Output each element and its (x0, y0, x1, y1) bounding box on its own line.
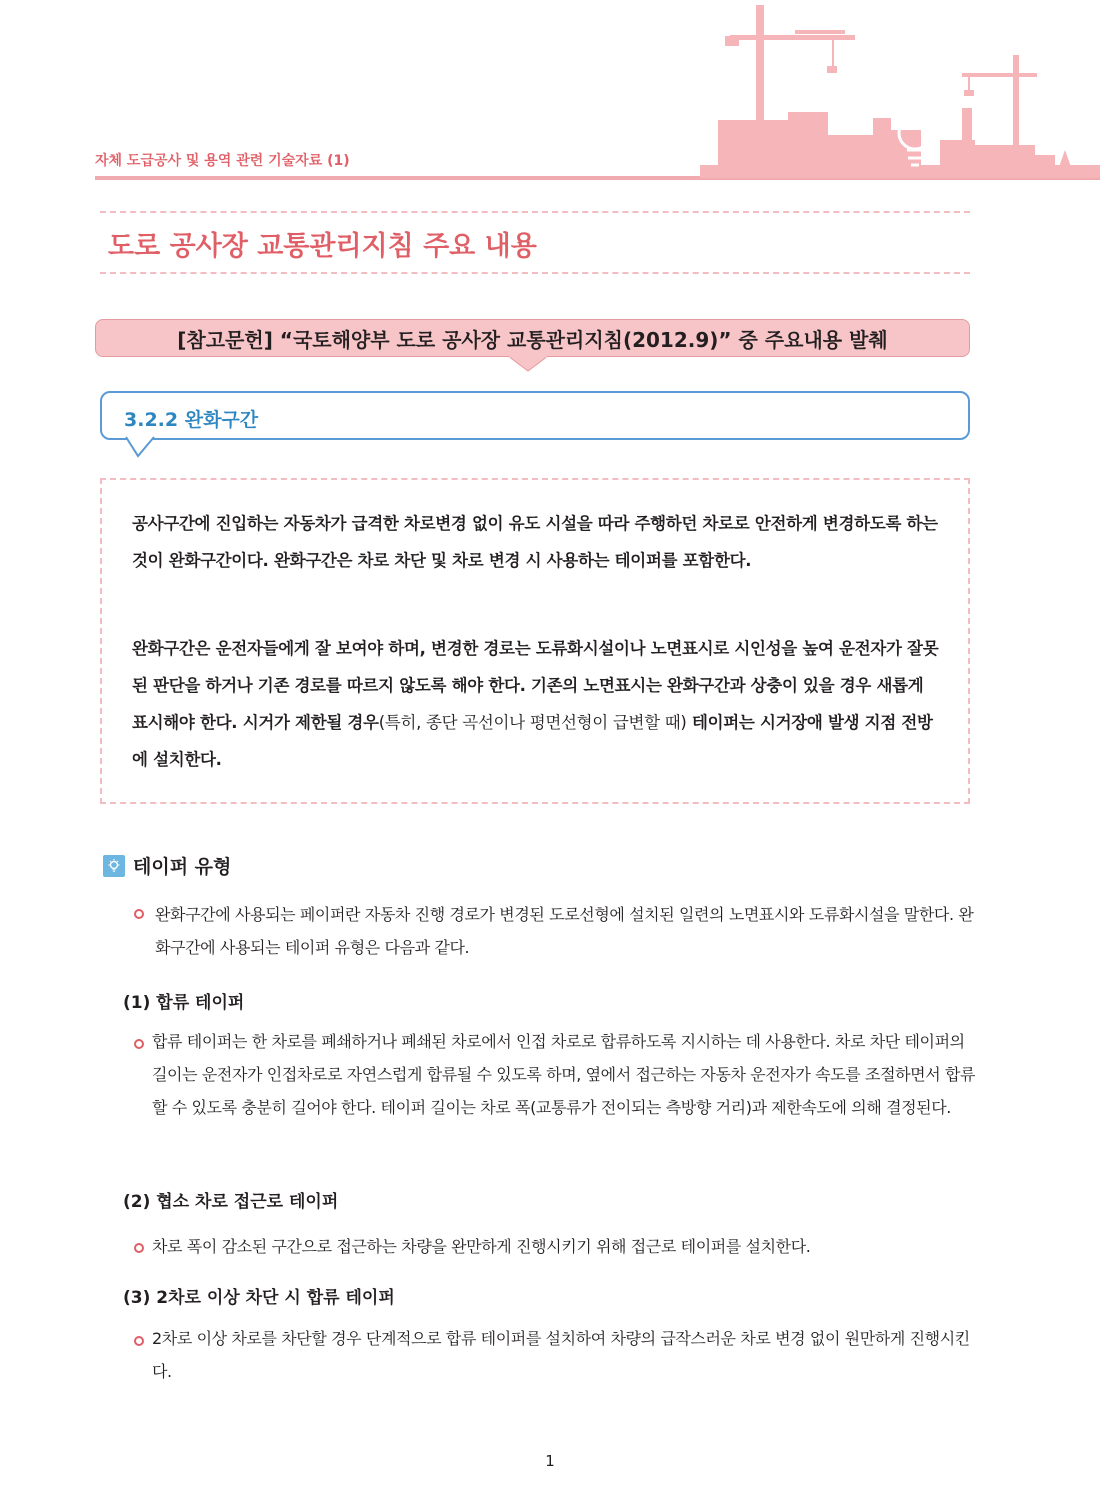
section-callout-tail (124, 436, 158, 458)
page-title: 도로 공사장 교통관리지침 주요 내용 (108, 231, 537, 262)
taper-intro: 완화구간에 사용되는 페이퍼란 자동차 진행 경로가 변경된 도로선형에 설치된 일련의 노면표시와 도류화시설을 말한다. 완화구간에 사용되는 테이퍼 유형은 다음과 같다. (155, 905, 974, 957)
section-title-box (100, 391, 970, 440)
taper-item-text-1: 합류 테이퍼는 한 차로를 폐쇄하거나 폐쇄된 차로에서 인접 차로로 합류하도록 지시하는 데 사용한다. 차로 차단 테이퍼의 길이는 운전자가 인접차로로 자연스럽게 합류될 수 있도록 하며, 옆에서 접근하는 자동차 운전자가 속도를 조절하면서 합류할 수 있도록 충분히 길어야 한다. 테이퍼 길이는 차로 폭(교통류가 전이되는 측방향 거리)과 제한속도에 의해 결정된다. (152, 1032, 976, 1117)
section-paragraph-2-tail: 테이퍼는 시거장애 발생 지점 전방에 설치한다. (132, 713, 933, 769)
reference-banner-text: [참고문헌] “국토해양부 도로 공사장 교통관리지침(2012.9)” 중 주요내용 발췌 (177, 327, 888, 352)
bullet-icon (134, 1039, 144, 1049)
taper-types-heading (103, 852, 231, 879)
section-title: 3.2.2 완화구간 (124, 409, 259, 431)
section-paragraph-2-bold: 완화구간은 운전자들에게 잘 보여야 하며, 변경한 경로는 도류화시설이나 노면표시로 시인성을 높여 운전자가 잘못된 판단을 하거나 기존 경로를 따르지 않도록 해야 한다. 기존의 노면표시는 완화구간과 상충이 있을 경우 새롭게 표시해야 한다. 시거가 제한될 경우 (132, 639, 939, 732)
page-number: 1 (545, 1452, 555, 1470)
taper-item-title-2: (2) 협소 차로 접근로 테이퍼 (123, 1192, 339, 1212)
taper-item-title-1: (1) 합류 테이퍼 (123, 993, 245, 1013)
section-content-box (100, 478, 970, 804)
taper-types-heading-text: 테이퍼 유형 (133, 856, 232, 878)
taper-item-text-3: 2차로 이상 차로를 차단할 경우 단계적으로 합류 테이퍼를 설치하여 차량의 급작스러운 차로 변경 없이 원만하게 진행시킨다. (152, 1329, 970, 1381)
section-paragraph-2-note: (특히, 종단 곡선이나 평면선형이 급변할 때) (378, 713, 687, 732)
bullet-icon (134, 1243, 144, 1253)
taper-item-text-2: 차로 폭이 감소된 구간으로 접근하는 차량을 완만하게 진행시키기 위해 접근로 테이퍼를 설치한다. (152, 1237, 811, 1256)
section-paragraph-1: 공사구간에 진입하는 자동차가 급격한 차로변경 없이 유도 시설을 따라 주행하던 차로로 안전하게 변경하도록 하는 것이 완화구간이다. 완화구간은 차로 차단 및 차로 변경 시 사용하는 테이퍼를 포함한다. (132, 514, 938, 570)
taper-item-title-3: (3) 2차로 이상 차단 시 합류 테이퍼 (123, 1288, 395, 1308)
bullet-icon (134, 909, 144, 919)
construction-skyline-icon (700, 0, 1100, 178)
title-rule-bottom (100, 272, 970, 274)
lightbulb-icon (103, 855, 125, 877)
bullet-icon (134, 1336, 144, 1346)
title-rule-top (100, 211, 970, 213)
header-label: 자체 도급공사 및 용역 관련 기술자료 (1) (95, 153, 350, 169)
reference-banner (95, 319, 970, 357)
banner-pointer (508, 356, 548, 372)
section-paragraph-2 (132, 630, 942, 778)
